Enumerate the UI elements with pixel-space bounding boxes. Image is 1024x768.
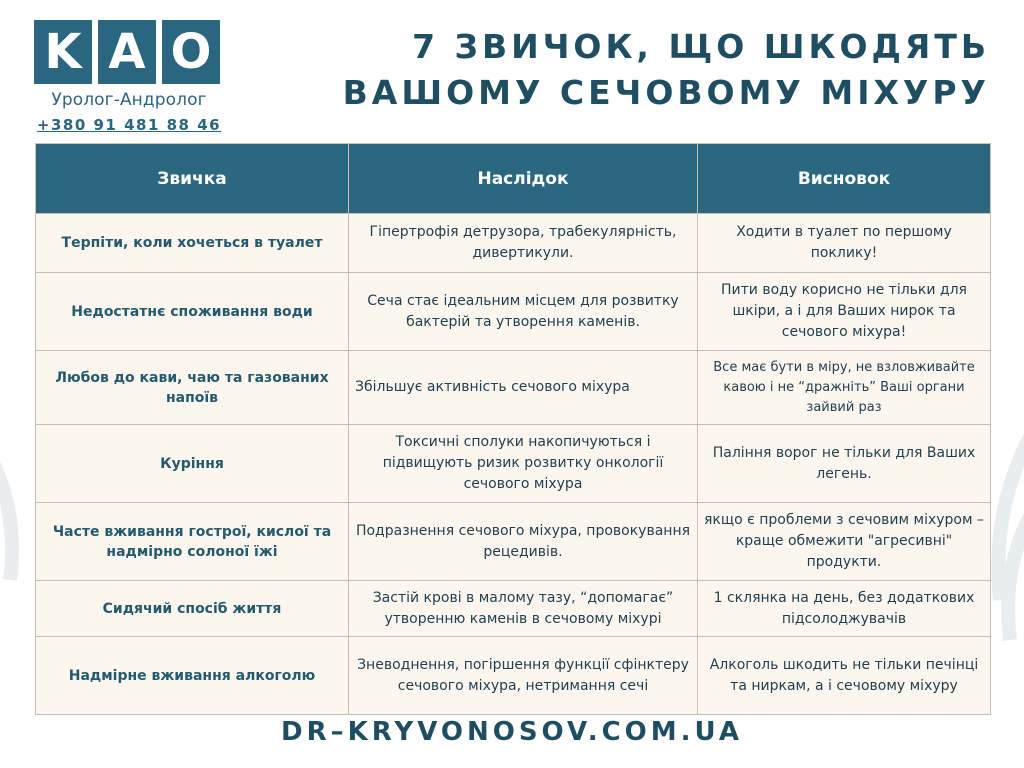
habit-cell: Терпіти, коли хочеться в туалет (36, 214, 349, 273)
table-row (36, 637, 991, 715)
table-header-row (36, 144, 991, 214)
consequence-cell: Токсичні сполуки накопичуються і підвищують ризик розвитку онкології сечового міхура (349, 425, 698, 503)
title-line-2: ВАШОМУ СЕЧОВОМУ МІХУРУ (342, 73, 990, 112)
table-row (36, 425, 991, 503)
consequence-cell: Застій крові в малому тазу, “допомагає” утворенню каменів в сечовому міхурі (349, 581, 698, 637)
logo-subtitle: Уролог-Андролог (51, 90, 207, 110)
habit-cell: Любов до кави, чаю та газованих напоїв (36, 351, 349, 425)
habit-cell: Недостатнє споживання води (36, 273, 349, 351)
column-header-conclusion: Висновок (698, 144, 991, 214)
logo-letter-o: O (162, 20, 220, 84)
website-link[interactable]: DR–KRYVONOSOV.COM.UA (281, 717, 743, 747)
logo-letter-a: A (98, 20, 156, 84)
conclusion-cell: Паління ворог не тільки для Ваших легень. (698, 425, 991, 503)
consequence-cell: Сеча стає ідеальним місцем для розвитку бактерій та утворення каменів. (349, 273, 698, 351)
habit-cell: Сидячий спосіб життя (36, 581, 349, 637)
conclusion-cell: Пити воду корисно не тільки для шкіри, а і для Ваших нирок та сечового міхура! (698, 273, 991, 351)
table-row (36, 503, 991, 581)
conclusion-cell: якщо є проблеми з сечовим міхуром – краще обмежити "агресивні" продукти. (698, 503, 991, 581)
habit-cell: Куріння (36, 425, 349, 503)
conclusion-cell: Ходити в туалет по першому поклику! (698, 214, 991, 273)
habits-table (35, 143, 991, 715)
conclusion-cell: Все має бути в міру, не взловживайте кавою і не “дражніть” Ваші органи зайвий раз (698, 351, 991, 425)
logo-letter-k: K (34, 20, 92, 84)
table-row (36, 214, 991, 273)
consequence-cell: Збільшує активність сечового міхура (349, 351, 698, 425)
column-header-habit: Звичка (36, 144, 349, 214)
consequence-cell: Зневоднення, погіршення функції сфінктеру сечового міхура, нетримання сечі (349, 637, 698, 715)
column-header-consequence: Наслідок (349, 144, 698, 214)
habit-cell: Надмірне вживання алкоголю (36, 637, 349, 715)
table-row (36, 273, 991, 351)
table-row (36, 351, 991, 425)
consequence-cell: Гіпертрофія детрузора, трабекулярність, дивертикули. (349, 214, 698, 273)
conclusion-cell: Алкоголь шкодить не тільки печінці та ниркам, а і сечовому міхуру (698, 637, 991, 715)
page-title (270, 24, 990, 116)
title-line-1: 7 ЗВИЧОК, ЩО ШКОДЯТЬ (412, 27, 990, 66)
table-row (36, 581, 991, 637)
habit-cell: Часте вживання гострої, кислої та надмірно солоної їжі (36, 503, 349, 581)
logo (34, 20, 222, 84)
phone-link[interactable]: +380 91 481 88 46 (36, 116, 222, 134)
consequence-cell: Подразнення сечового міхура, провокування рецедивів. (349, 503, 698, 581)
conclusion-cell: 1 склянка на день, без додаткових підсолоджувачів (698, 581, 991, 637)
